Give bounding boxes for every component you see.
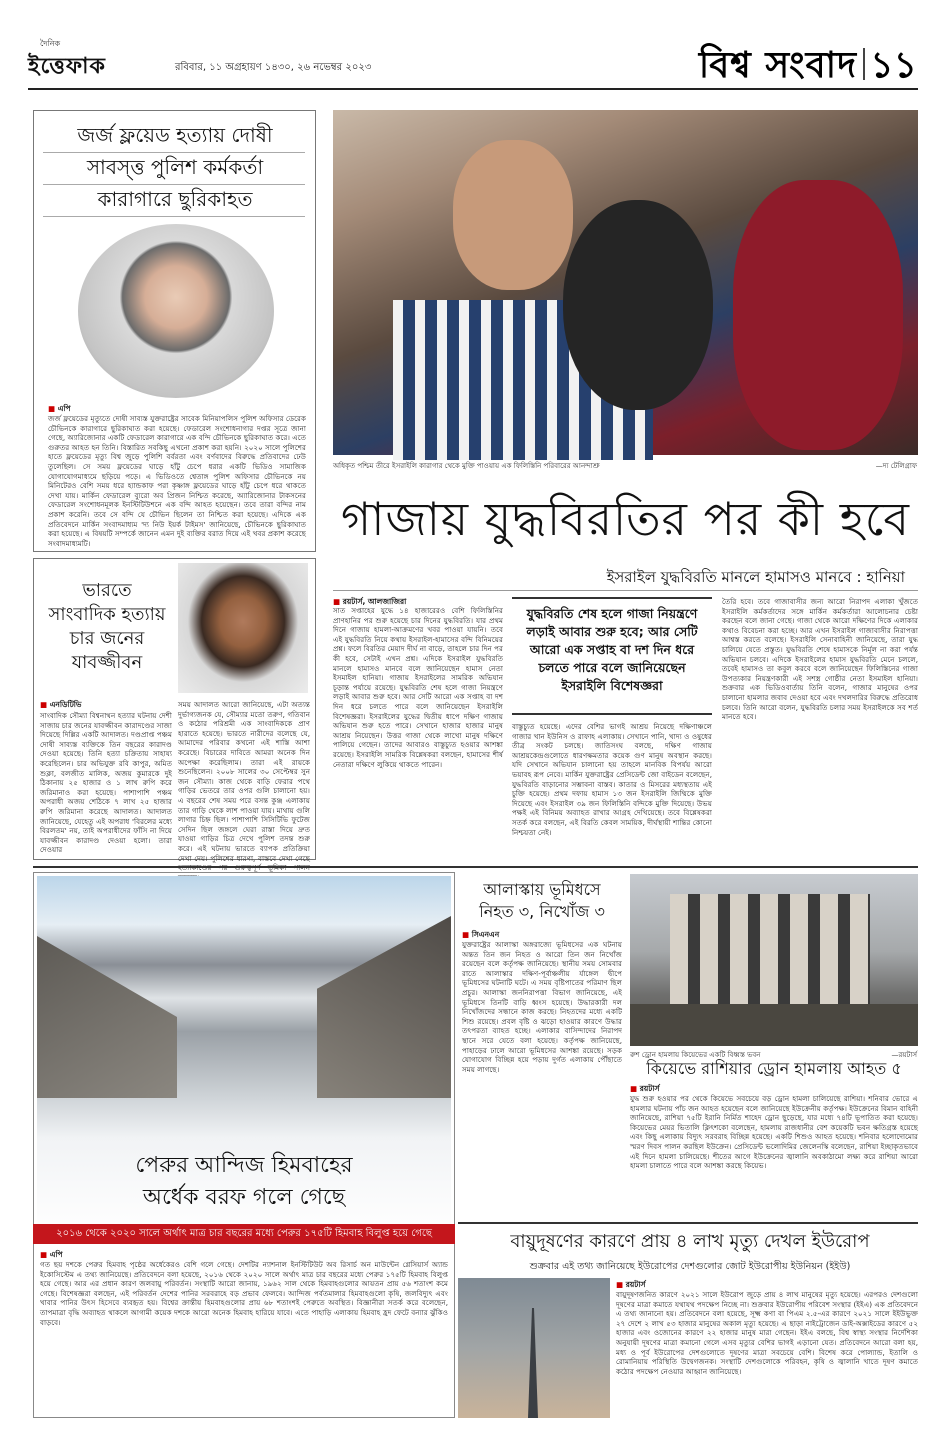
newspaper-logo: ইত্তেফাক	[28, 53, 106, 79]
alaska-byline: ■ সিএনএন	[462, 930, 499, 942]
gaza-headline: গাজায় যুদ্ধবিরতির পর কী হবে	[341, 492, 910, 546]
story-floyd-headline-2: সাবস্ত্ত পুলিশ কর্মকর্তা	[86, 155, 264, 179]
chauvin-portrait-photo	[78, 224, 274, 398]
gaza-body-col1: সাত সপ্তাহের যুদ্ধে ১৪ হাজারেরও বেশি ফিলিস্তিনির প্রাণহানির পর শুরু হয়েছে চার দিনের যুদ্ধবিরতি। যার প্রথম দিনে গাজায় হামলা-আক্রমণের খবর পাওয়া যায়নি। তবে এই যুদ্ধবিরতি নিয়ে কথায় ইসরাইল-হামাসের বন্দি বিনিময়ের প্রশ্ন। ফলে বিরতির মেয়াদ দীর্ঘ না বাড়ে, তাহলে চার দিন পর কী হবে, সেটাই এখন প্রশ্ন। এদিকে ইসরাইল যুদ্ধবিরতি মানলে হামাসও মানবে বলে জানিয়েছেন হামাস নেতা ইসমাইল হানিয়া। গাজায় ইসরাইলের সামরিক অভিযান চূড়ান্ত পর্যায়ে রয়েছে। যুদ্ধবিরতি শেষ হলে গাজা নিয়ন্ত্রণে লড়াই আবার শুরু হবে। আর সেটি আরো এক সপ্তাহ বা দশ দিন ধরে চলতে পারে বলে জানিয়েছেন ইসরাইলি বিশেষজ্ঞরা। ইসরাইলের যুদ্ধের দ্বিতীয় ধাপে দক্ষিণ গাজায় অভিযান শুরু হতে পারে। সেখানে হাজার হাজার মানুষ আশ্রয় নিয়েছেন। উত্তর গাজা থেকে লাখো মানুষ দক্ষিণে পালিয়ে গেছেন। তাদের আবারও বাস্তুচ্যুত হওয়ার আশঙ্কা রয়েছে। ইসরাইলি সামরিক বিশ্লেষকরা বলছেন, হামাসের শীর্ষ নেতারা দক্ষিণে লুকিয়ে থাকতে পারেন।	[333, 606, 503, 769]
kyiv-body: যুদ্ধ শুরু হওয়ার পর থেকে কিয়েভে সবচেয়ে বড় ড্রোন হামলা চালিয়েছে রাশিয়া। শনিবার ভোরে এ হামলার ঘটনায় পাঁচ জন আহত হয়েছেন বলে জানিয়েছে ইউক্রেনীয় কর্তৃপক্ষ। ইউক্রেনের বিমান বাহিনী জানিয়েছে, রাশিয়া ৭৫টি ইরানি নির্মিত শাহেদ ড্রোন ছুড়েছে, যার মধ্যে ৭৪টি ভূপাতিত করা হয়েছে। কিয়েভের মেয়র ভিতালি ক্লিৎশকো বলেছেন, হামলায় রাজধানীর বেশ কয়েকটি ভবন ক্ষতিগ্রস্ত হয়েছে এবং কিছু এলাকায় বিদ্যুৎ সরবরাহ বিচ্ছিন্ন হয়েছে। একটি শিশুও আহত হয়েছে। শনিবার হলোদোমোর স্মরণ দিবস পালন করছিল ইউক্রেন। প্রেসিডেন্ট ভলোদিমির জেলেনস্কি বলেছেন, রাশিয়া ইচ্ছাকৃতভাবে এই দিনে হামলা চালিয়েছে। শীতের আগে ইউক্রেনের জ্বালানি অবকাঠামো লক্ষ্য করে রাশিয়া আরো হামলা চালাতে পারে বলে আশঙ্কা করছে কিয়েভ।	[630, 1094, 918, 1171]
europe-headline: বায়ুদূষণের কারণে প্রায় ৪ লাখ মৃত্যু দেখল ইউরোপ	[510, 1231, 870, 1252]
story-floyd-headline-1: জর্জ ফ্লয়েড হত্যায় দোষী	[77, 123, 273, 147]
kyiv-headline: কিয়েভে রাশিয়ার ড্রোন হামলায় আহত ৫	[646, 1059, 902, 1078]
masthead-divider	[863, 48, 865, 80]
peru-body: গত ছয় দশকে পেরুর হিমবাহ পৃষ্ঠের অর্ধেকেরও বেশি গলে গেছে। দেশটির ন্যাশনাল ইনস্টিটিউট অব রিসার্চ অন মাউন্টেন গ্লেসিয়ার্স অ্যান্ড ইকোসিস্টেম এ তথ্য জানিয়েছে। প্রতিবেদনে বলা হয়েছে, ২০১৬ থেকে ২০২০ সালে অর্থাৎ মাত্র চার বছরের মধ্যে পেরুর ১৭৫টি হিমবাহ বিলুপ্ত হয়ে গেছে। আর এর প্রধান কারণ জলবায়ু পরিবর্তন। সংস্থাটি আরো জানায়, ১৯৬২ সাল থেকে হিমবাহগুলোর আয়তন প্রায় ৫৬ শতাংশ কমে গেছে। বিশেষজ্ঞরা বলছেন, এই পরিবর্তন দেশের পানির সরবরাহে বড় প্রভাব ফেলবে। আন্দিজ পর্বতমালার হিমবাহগুলো কৃষি, জলবিদ্যুৎ এবং খাবার পানির উৎস হিসেবে ব্যবহৃত হয়। বিশ্বের ক্রান্তীয় হিমবাহগুলোর প্রায় ৬৮ শতাংশই পেরুতে অবস্থিত। বিজ্ঞানীরা সতর্ক করে বলেছেন, তাপমাত্রা বৃদ্ধি অব্যাহত থাকলে আগামী কয়েক দশকে আরো অনেক হিমবাহ হারিয়ে যাবে। এতে পাহাড়ি এলাকায় হিমবাহ হ্রদ ফেটে বন্যার ঝুঁকিও বাড়বে।	[40, 1260, 448, 1327]
gaza-body-col2: বাস্তুচ্যুত হয়েছে। এদের বেশির ভাগই আশ্রয় নিয়েছে দক্ষিণাঞ্চলে গাজার খান ইউনিস ও রাফাহ এলাকায়। সেখানে পানি, খাদ্য ও ওষুধের তীব্র সংকট চলছে। জাতিসংঘ বলছে, দক্ষিণ গাজায় আশ্রয়কেন্দ্রগুলোতে ধারণক্ষমতার কয়েক গুণ মানুষ অবস্থান করছে। যদি সেখানে অভিযান চালানো হয় তাহলে মানবিক বিপর্যয় আরো ভয়াবহ রূপ নেবে। মার্কিন যুক্তরাষ্ট্রের প্রেসিডেন্ট জো বাইডেন বলেছেন, যুদ্ধবিরতি বাড়ানোর সম্ভাবনা বাস্তব। কাতার ও মিসরের মধ্যস্থতায় এই চুক্তি হয়েছে। প্রথম দফায় হামাস ১৩ জন ইসরাইলি জিম্মিকে মুক্তি দিয়েছে এবং ইসরাইল ৩৯ জন ফিলিস্তিনি বন্দিকে মুক্তি দিয়েছে। উভয় পক্ষই এই বিনিময় অব্যাহত রাখার আগ্রহ দেখিয়েছে। তবে বিশ্লেষকরা সতর্ক করে বলছেন, এই বিরতি কেবল সাময়িক, দীর্ঘস্থায়ী শান্তির কোনো নিশ্চয়তা নেই।	[512, 722, 712, 837]
section-title: বিশ্ব সংবাদ	[698, 45, 857, 86]
gaza-subheadline: ইসরাইল যুদ্ধবিরতি মানলে হামাসও মানবে : হানিয়া	[606, 568, 905, 586]
peru-banner: ২০১৬ থেকে ২০২০ সালে অর্থাৎ মাত্র চার বছরের মধ্যে পেরুর ১৭৫টি হিমবাহ বিলুপ্ত হয়ে গেছে	[33, 1224, 455, 1244]
kyiv-photo-caption: রুশ ড্রোন হামলায় কিয়েভের একটি বিধ্বস্ত ভবন	[630, 1051, 761, 1059]
kyiv-byline: ■ রয়টার্স	[630, 1084, 659, 1096]
europe-byline: ■ রয়টার্স	[616, 1280, 645, 1292]
story-floyd-byline: ■ এপি	[48, 404, 71, 416]
gaza-photo-caption: অধিকৃত পশ্চিম তীরে ইসরাইলি কারাগার থেকে মুক্তি পাওয়ায় এক ফিলিস্তিনি পরিবারের আনন্দাশ্রু	[333, 462, 600, 470]
peru-glacier-photo	[37, 876, 451, 1098]
europe-subheadline: শুক্রবার এই তথ্য জানিয়েছে ইউরোপের দেশগুলোর জোট ইউরোপীয় ইউনিয়ন (ইইউ)	[529, 1261, 851, 1272]
issue-date: রবিবার, ১১ অগ্রহায়ণ ১৪৩০, ২৬ নভেম্বর ২০২৩	[175, 62, 372, 73]
gaza-byline: ■ রয়টার্স, আলজাজিরা	[333, 597, 406, 609]
alaska-body: যুক্তরাষ্ট্রের আলাস্কা অঙ্গরাজ্যে ভূমিধসের এক ঘটনায় অন্তত তিন জন নিহত ও আরো তিন জন নিখোঁজ রয়েছেন বলে কর্তৃপক্ষ জানিয়েছে। স্থানীয় সময় সোমবার রাতে আলাস্কার দক্ষিণ-পূর্বাঞ্চলীয় র্যাঙ্গেল দ্বীপে ভূমিধসের ঘটনাটি ঘটে। এ সময় বৃষ্টিপাতের পরিমাণ ছিল প্রচুর। আলাস্কা জননিরাপত্তা বিভাগ জানিয়েছে, এই ভূমিধসে তিনটি বাড়ি ধ্বংস হয়েছে। উদ্ধারকারী দল নিখোঁজদের সন্ধানে কাজ করছে। নিহতদের মধ্যে একটি শিশু রয়েছে। প্রবল বৃষ্টি ও ঝড়ো হাওয়ার কারণে উদ্ধার তৎপরতা ব্যাহত হচ্ছে। এলাকার বাসিন্দাদের নিরাপদ স্থানে সরে যেতে বলা হয়েছে। কর্তৃপক্ষ জানিয়েছে, পাহাড়ের ঢালে আরো ভূমিধসের আশঙ্কা রয়েছে। সড়ক যোগাযোগ বিচ্ছিন্ন হয়ে পড়ায় দুর্গত এলাকায় পৌঁছাতে সময় লাগছে।	[462, 940, 622, 1074]
story-india-body-col2: সময় আদালত আরো জানিয়েছে, এটা অত্যন্ত দুর্ভাগ্যজনক যে, সৌম্যার মতো তরুণ, গতিবান ও কঠোর পরিশ্রমী এক সাংবাদিককে প্রাণ হারাতে হয়েছে। ভারতে নারীদের বলেছে যে, আমাদের পরিবার কখনো এই শাস্তি আশা করেছে। বিচারের দাবিতে আমরা অনেক দিন অপেক্ষা করেছিলাম। তারা এই রায়কে শুনেছিলেন। ২০০৮ সালের ৩০ সেপ্টেম্বর সুন জন সৌম্যা। কাজ থেকে বাড়ি ফেরার পথে গাড়ির ভেতরে তার ওপর গুলি চালানো হয়। এ বছরের শেষ সময় পরে বসন্ত কুঞ্জ এলাকায় তার গাড়ি থেকে লাশ পাওয়া যায়। মাথায় গুলি লাগার চিহ্ন ছিল। পাশাপাশি সিসিটিভি ফুটেজ সেদিন ছিল জঙ্গলে ঘেরা রাস্তা দিয়ে দ্রুত যাওয়া গাড়ির চিত্র দেখে পুলিশ তদন্ত শুরু করে। এই ঘটনায় ভারতে ব্যাপক প্রতিক্রিয়া দেখা দেয়। পুলিশের ধারণা, বাস্তবে দেখা গেছে	[178, 700, 310, 863]
kyiv-photo-credit: —রয়টার্স	[891, 1051, 917, 1059]
europe-smog-photo	[458, 1278, 610, 1418]
story-india-body-col1: সাংবাদিক সৌম্যা বিশ্বনাথন হত্যার ঘটনায় দেশী সাজায় চার জনের যাবজ্জীবন কারাদণ্ডের সাজা দিয়েছে দিল্লির একটি আদালত। দণ্ডপ্রাপ্ত পঞ্চম দোষী সাব্যস্ত ব্যক্তিকে তিন বছরের কারাদণ্ড দেওয়া হয়েছে। তিনি হত্যা চক্রিতায় সাহায্য করেছিলেন। চার অভিযুক্ত রবি কাপুর, অমিত শুক্লা, বলজীত মালিক, অজয় কুমারকে দুই ঠিকানায় ২৫ হাজার ও ১ লাখ রুপি করে জরিমানাও করা হয়েছে। পাশাপাশি পঞ্চম অপরাধী অজয় শেঠিকে ৭ লাখ ২৫ হাজার রুপি জরিমানা করেছে আদালত। আদালত জানিয়েছে, যেহেতু এই অপরাধ 'বিরলের মধ্যে বিরলতম' নয়, তাই অপরাধীদের ফাঁসি না দিয়ে যাবজ্জীবন কারাদণ্ড দেওয়া হলো। তারা দেওয়ার	[40, 711, 172, 855]
masthead-logo-line: দৈনিক	[40, 39, 61, 48]
story-india-headline-3: চার জনের	[69, 628, 145, 649]
europe-body: বায়ুদূষণজনিত কারণে ২০২১ সালে ইউরোপ জুড়ে প্রায় ৪ লাখ মানুষের মৃত্যু হয়েছে। এরপরও দেশগুলো দূষণের মাত্রা কমাতে যথাযথ পদক্ষেপ নিচ্ছে না। শুক্রবার ইউরোপীয় পরিবেশ সংস্থার (ইইএ) এক প্রতিবেদনে এ তথ্য জানানো হয়। প্রতিবেদনে বলা হয়েছে, সূক্ষ্ম কণা বা পিএম ২.৫-এর কারণে ২০২১ সালে ইইউভুক্ত ২৭ দেশে ২ লাখ ৫৩ হাজার মানুষের অকাল মৃত্যু হয়েছে। এ ছাড়া নাইট্রোজেন ডাই-অক্সাইডের কারণে ৫২ হাজার এবং ওজোনের কারণে ২২ হাজার মানুষ মারা গেছেন। ইইএ বলছে, বিশ্ব স্বাস্থ্য সংস্থার নির্দেশিকা অনুযায়ী দূষণের মাত্রা কমানো গেলে এসব মৃত্যুর বেশির ভাগই এড়ানো যেত। প্রতিবেদনে আরো বলা হয়, মধ্য ও পূর্ব ইউরোপের দেশগুলোতে দূষণের মাত্রা সবচেয়ে বেশি। বিশেষ করে পোল্যান্ড, ইতালি ও রোমানিয়ায় পরিস্থিতি উদ্বেগজনক। সংস্থাটি দেশগুলোকে পরিবহন, কৃষি ও জ্বালানি খাতে দূষণ কমাতে কঠোর পদক্ষেপ নেওয়ার আহ্বান জানিয়েছে।	[616, 1290, 918, 1376]
gaza-family-photo	[333, 110, 918, 455]
gaza-photo-credit: —দ্য টেলিগ্রাফ	[875, 462, 917, 470]
alaska-headline-2: নিহত ৩, নিখোঁজ ৩	[479, 902, 605, 921]
kyiv-building-photo	[630, 874, 918, 1046]
peru-byline: ■ এপি	[40, 1250, 63, 1262]
story-india-byline: ■ এনডিটিভি	[40, 700, 82, 712]
gaza-body-col3: তৈরি হবে। তবে গাজাবাসীর জন্য আরো নিরাপদ এলাকা খুঁজতে ইসরাইলি কর্মকর্তাদের সঙ্গে মার্কিন কর্মকর্তারা আলোচনার চেষ্টা করছেন বলে জানা গেছে। গাজা থেকে আরো দক্ষিণের দিকে এলাকার কথাও বিবেচনা করা হচ্ছে। আর এখন ইসরাইল গাজাবাসীর নিরাপত্তা আশ্বস্ত করতে বলেছে। ইসরাইলি সেনাবাহিনী জানিয়েছে, তারা যুদ্ধ চালিয়ে যেতে প্রস্তুত। যুদ্ধবিরতি শেষে হামাসকে নির্মূল না করা পর্যন্ত অভিযান চলবে। এদিকে ইসরাইলের হামাস যুদ্ধবিরতি মেনে চললে, তবেই হামাসও তা কবুল করবে বলে জানিয়েছেন ফিলিস্তিনের গাজা উপত্যকার নিয়ন্ত্রণকারী এই সশস্ত্র গোষ্ঠীর নেতা ইসমাইল হানিয়া। শুক্রবার এক ভিডিওবার্তায় তিনি বলেন, গাজার মানুষের ওপর চালানো হামলার জবাব দেওয়া হবে এবং দখলদারির বিরুদ্ধে প্রতিরোধ চলবে। তিনি আরো বলেন, যুদ্ধবিরতি চলার সময় ইসরাইলকে সব শর্ত মানতে হবে।	[722, 597, 918, 722]
alaska-headline-1: আলাস্কায় ভূমিধসে	[483, 880, 601, 899]
story-india-headline-2: সাংবাদিক হত্যায়	[48, 604, 166, 625]
story-floyd-body: জর্জ ফ্লয়েডের মৃত্যুতে দোষী সাব্যস্ত যুক্তরাষ্ট্রের সাবেক মিনিয়াপলিস পুলিশ অফিসার ডেরেক চৌভিনকে কারাগারে ছুরিকাঘাত করা হয়েছে। ফেডারেল সংশোধনাগার দপ্তর সূত্রে জানা গেছে, অ্যারিজোনার একটি ফেডারেল কারাগারে এক বন্দি চৌভিনকে ছুরিকাঘাত করে। এতে গুরুতর আহত হন তিনি। বিস্তারিত সবকিছু এখনো প্রকাশ করা হয়নি। ২০২০ সালে পুলিশের হাতে ফ্লয়েডের মৃত্যু বিশ্ব জুড়ে পুলিশি বর্বরতা এবং বর্ণবাদের বিরুদ্ধে প্রতিবাদের ঢেউ তুলেছিল। সে সময় ফ্লয়েডের ঘাড়ে হাঁটু চেপে ধরার একটি ভিডিও সামাজিক যোগাযোগমাধ্যমে ছড়িয়ে পড়ে। এ ভিডিওতে শ্বেতাঙ্গ পুলিশ অফিসার চৌভিনকে নয় মিনিটেরও বেশি সময় ধরে হ্যান্ডকাফ পরা কৃষ্ণাঙ্গ ফ্লয়েডের ঘাড়ে হাঁটু চেপে ধরে থাকতে দেখা যায়। মার্কিন ফেডারেল ব্যুরো অব প্রিজন নিশ্চিত করেছে, অ্যারিজোনার টাকসনের ফেডারেল সংশোধনমূলক ইনস্টিটিউশনে এক বন্দি আহত হয়েছেন। তবে তারা বন্দির নাম প্রকাশ করেনি। তবে সে বন্দি যে চৌভিন ছিলেন তা নিশ্চিত করা হয়েছে। এদিকে এক প্রতিবেদনে মার্কিন সংবাদমাধ্যম 'দ্য নিউ ইয়র্ক টাইমস' জানিয়েছে, চৌভিনকে ছুরিকাঘাত করা হয়েছে। এ বিষয়টি সম্পর্কে জানেন এমন দুই ব্যক্তির বরাত দিয়ে এই খবর প্রকাশ করেছে সংবাদমাধ্যমটি।	[48, 414, 306, 548]
story-india-headline-1: ভারতে	[82, 580, 132, 601]
peru-headline-1: পেরুর আন্দিজ হিমবাহের	[135, 1153, 353, 1178]
story-floyd-headline-3: কারাগারে ছুরিকাহত	[97, 187, 253, 211]
gaza-pull-quote: যুদ্ধবিরতি শেষ হলে গাজা নিয়ন্ত্রণে লড়াই আবার শুরু হবে; আর সেটি আরো এক সপ্তাহ বা দশ দিন ধরে চলতে পারে বলে জানিয়েছেন ইসরাইলি বিশেষজ্ঞরা	[512, 597, 712, 715]
peru-headline-2: অর্ধেক বরফ গলে গেছে	[142, 1185, 346, 1210]
soumya-vishwanathan-photo	[178, 563, 308, 693]
story-india-headline-4: যাবজ্জীবন	[71, 652, 143, 673]
page-number: ১১	[870, 45, 917, 86]
masthead-rule	[28, 88, 918, 90]
